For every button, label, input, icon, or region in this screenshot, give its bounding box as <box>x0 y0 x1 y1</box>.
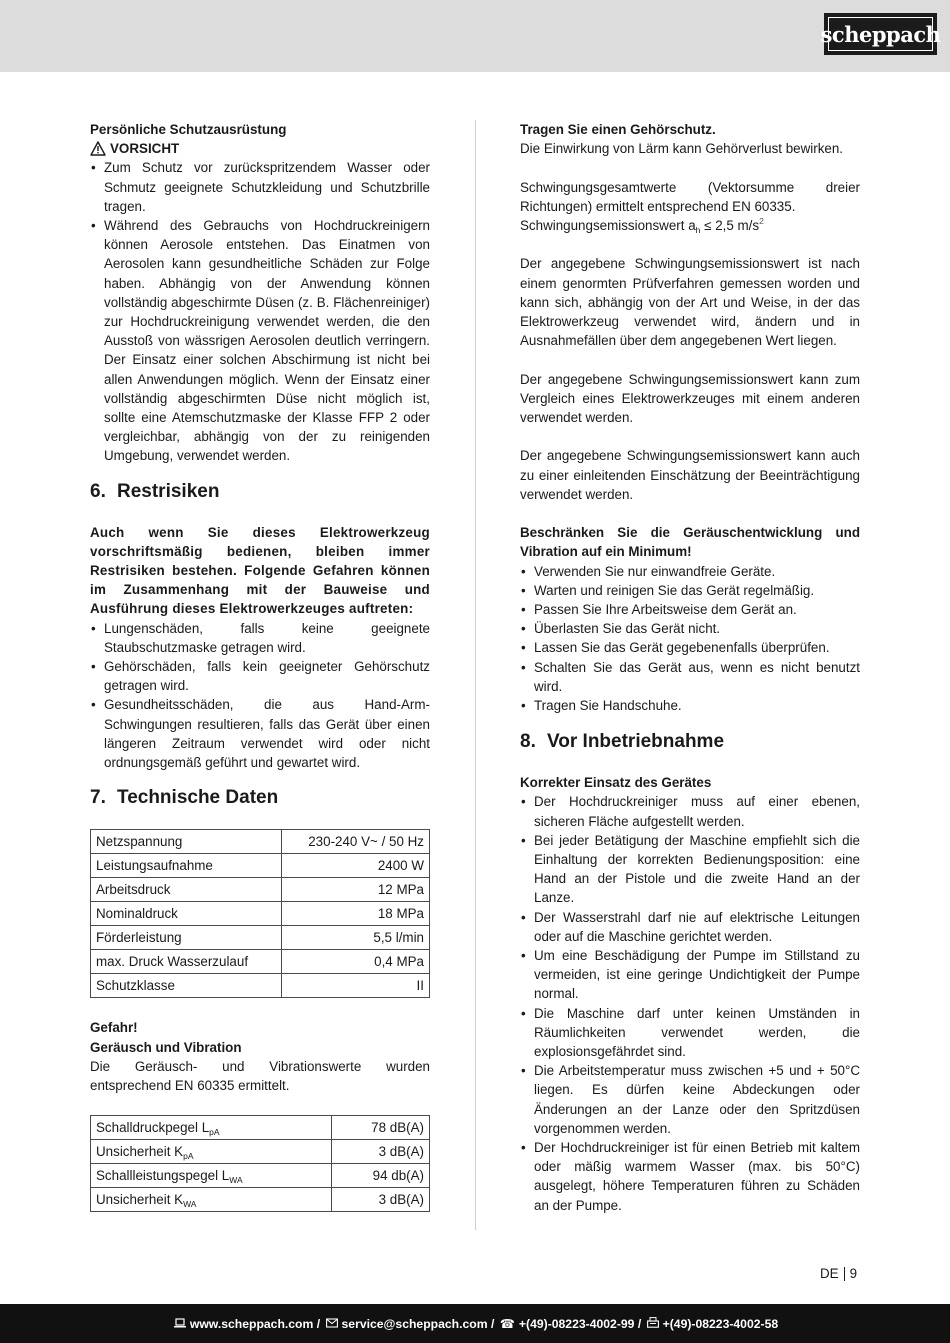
vib-sup: 2 <box>759 216 764 226</box>
table-row <box>91 1164 430 1188</box>
noise-label-sub: pA <box>209 1127 220 1137</box>
spec-label: max. Druck Wasserzulauf <box>91 950 282 974</box>
phone-icon: ☎ <box>499 1316 515 1331</box>
section-number: 7. <box>90 787 106 809</box>
footer-sep: / <box>637 1316 642 1331</box>
noise-value: 94 db(A) <box>332 1164 430 1188</box>
table-row <box>91 950 430 974</box>
section-6-heading <box>90 481 430 503</box>
footer-email-link[interactable]: service@scheppach.com <box>341 1316 488 1331</box>
section-7-heading <box>90 787 430 809</box>
section-title: Restrisiken <box>117 480 220 502</box>
vibration-paragraph: Der angegebene Schwingungsemissionswert kann auch zu einer einleitenden Einschätzung der Beeinträchtigung verwendet werden. <box>520 448 860 502</box>
list-item: • Bei jeder Betätigung der Maschine empfiehlt sich die Einhaltung der korrekten Bedienungsposition: eine Hand an der Pistole und die zweite Hand an der Lanze. <box>520 831 860 908</box>
hearing-title: Tragen Sie einen Gehörschutz. <box>520 122 716 137</box>
vib-sub: h <box>695 225 701 235</box>
section-title: Vor Inbetriebnahme <box>547 731 725 753</box>
list-item: • Der Wasserstrahl darf nie auf elektrische Leitungen oder auf die Maschine gerichtet werden. <box>520 908 860 946</box>
list-item: • Der Hochdruckreiniger ist für einen Betrieb mit kaltem oder mäßig warmem Wasser (max. bis 50°C) ausgelegt, höhere Temperaturen führen zu Schäden an der Pumpe. <box>520 1138 860 1215</box>
list-item: • Warten und reinigen Sie das Gerät regelmäßig. <box>520 581 860 600</box>
page-header <box>0 0 950 72</box>
spec-label: Nominaldruck <box>91 902 282 926</box>
table-row <box>91 974 430 998</box>
section-number: 6. <box>90 480 106 502</box>
spec-value: 12 MPa <box>281 878 429 902</box>
table-row <box>91 1116 430 1140</box>
spec-value: 18 MPa <box>281 902 429 926</box>
list-item: • Der Hochdruckreiniger muss auf einer ebenen, sicheren Fläche aufgestellt werden. <box>520 792 860 830</box>
right-column <box>520 120 860 1215</box>
noise-label <box>91 1116 332 1140</box>
section-8-heading <box>520 731 860 753</box>
list-item: • Passen Sie Ihre Arbeitsweise dem Gerät an. <box>520 600 860 619</box>
list-item: • Um eine Beschädigung der Pumpe im Stillstand zu vermeiden, ist eine geringe Undichtigkeit der Pumpe normal. <box>520 946 860 1004</box>
laptop-icon <box>174 1317 186 1331</box>
use-list <box>520 792 860 1214</box>
limit-title: Beschränken Sie die Geräuschentwicklung und Vibration auf ein Minimum! <box>520 525 860 560</box>
caution-line <box>90 139 430 158</box>
table-row <box>91 902 430 926</box>
noise-label-text: Unsicherheit K <box>96 1144 184 1159</box>
noise-label <box>91 1164 332 1188</box>
noise-label-text: Schallleistungspegel L <box>96 1168 230 1183</box>
spec-label: Netzspannung <box>91 830 282 854</box>
caution-label: VORSICHT <box>110 141 180 157</box>
spec-value: II <box>281 974 429 998</box>
hearing-text: Die Einwirkung von Lärm kann Gehörverlust bewirken. <box>520 141 844 157</box>
noise-table <box>90 1115 430 1212</box>
page-lang: DE <box>820 1266 839 1281</box>
noise-label-sub: WA <box>229 1175 243 1185</box>
section-title: Technische Daten <box>117 787 279 809</box>
footer-web-link[interactable]: www.scheppach.com <box>189 1316 314 1331</box>
noise-label <box>91 1140 332 1164</box>
danger-label: Gefahr! <box>90 1020 138 1036</box>
list-item: • Gesundheitsschäden, die aus Hand-Arm- Schwingungen resultieren, falls das Gerät über einen längeren Zeitraum verwendet wird oder nicht ordnungsgemäß geführt und gewartet wird. <box>90 695 430 772</box>
table-row <box>91 830 430 854</box>
spec-value: 0,4 MPa <box>281 950 429 974</box>
footer-phone: +(49)-08223-4002-99 <box>518 1316 635 1331</box>
vibration-paragraph: Der angegebene Schwingungsemissionswert ist nach einem genormten Prüfverfahren gemessen worden und kann sich, abhängig von der Art und Weise, in der das Elektrowerkzeug verwendet wird, ändern und in Ausnahmefällen über dem angegebenen Wert liegen. <box>520 256 860 349</box>
vibration-emission-value <box>520 216 860 235</box>
page-number-separator <box>844 1267 845 1281</box>
left-column <box>90 120 430 1212</box>
footer-sep: / <box>316 1316 321 1331</box>
table-row <box>91 854 430 878</box>
risks-list <box>90 619 430 773</box>
table-row <box>91 878 430 902</box>
column-divider <box>475 120 476 1230</box>
noise-label-sub: WA <box>183 1199 197 1209</box>
list-item: • Die Arbeitstemperatur muss zwischen +5 und + 50°C liegen. Es dürfen keine Abdeckungen oder Änderungen an der Lanze oder den Spritzdüsen vorgenommen werden. <box>520 1061 860 1138</box>
table-row <box>91 1140 430 1164</box>
table-row <box>91 1188 430 1212</box>
spec-value: 230-240 V~ / 50 Hz <box>281 830 429 854</box>
ppe-title: Persönliche Schutzausrüstung <box>90 122 287 137</box>
noise-value: 78 dB(A) <box>332 1116 430 1140</box>
spec-label: Schutzklasse <box>91 974 282 998</box>
spec-label: Förderleistung <box>91 926 282 950</box>
technical-data-table <box>90 829 430 998</box>
page-number-value: 9 <box>849 1266 858 1281</box>
table-row <box>91 926 430 950</box>
section-number: 8. <box>520 731 536 753</box>
vibration-paragraph: Der angegebene Schwingungsemissionswert kann zum Vergleich eines Elektrowerkzeuges mit einem anderen verwendet werden. <box>520 371 860 425</box>
noise-label-text: Schalldruckpegel L <box>96 1120 210 1135</box>
limit-list <box>520 562 860 716</box>
list-item: • Tragen Sie Handschuhe. <box>520 696 860 715</box>
noise-label-sub: pA <box>183 1151 194 1161</box>
list-item: • Schalten Sie das Gerät aus, wenn es nicht benutzt wird. <box>520 658 860 696</box>
list-item: • Überlasten Sie das Gerät nicht. <box>520 619 860 638</box>
footer-sep: / <box>490 1316 495 1331</box>
brand-logo <box>820 13 941 55</box>
noise-value: 3 dB(A) <box>332 1188 430 1212</box>
list-item: • Lungenschäden, falls keine geeignete Staubschutzmaske getragen wird. <box>90 619 430 657</box>
spec-label: Arbeitsdruck <box>91 878 282 902</box>
brand-logo-text: scheppach <box>820 21 941 47</box>
page-footer <box>0 1304 950 1343</box>
email-icon <box>326 1317 338 1331</box>
warning-triangle-icon <box>90 141 106 156</box>
ppe-list <box>90 158 430 465</box>
risks-intro: Auch wenn Sie dieses Elektrowerkzeug vorschriftsmäßig bedienen, bleiben immer Restrisiken bestehen. Folgende Gefahren können im Zusammenhang mit der Bauweise und Ausführung dieses Elektrowerkzeuges auftreten: <box>90 524 430 617</box>
list-item: • Lassen Sie das Gerät gegebenenfalls überprüfen. <box>520 638 860 657</box>
fax-icon <box>647 1317 659 1331</box>
vib-label: Schwingungsemissionswert a <box>520 218 696 233</box>
noise-title: Geräusch und Vibration <box>90 1039 242 1055</box>
spec-value: 2400 W <box>281 854 429 878</box>
list-item: • Gehörschäden, falls kein geeigneter Gehörschutz getragen wird. <box>90 657 430 695</box>
list-item: • Zum Schutz vor zurückspritzendem Wasser oder Schmutz geeignete Schutzkleidung und Schutzbrille tragen. <box>90 158 430 216</box>
page-number <box>820 1266 857 1281</box>
list-item: • Verwenden Sie nur einwandfreie Geräte. <box>520 562 860 581</box>
vibration-total-text: Schwingungsgesamtwerte (Vektorsumme dreier Richtungen) ermittelt entsprechend EN 60335. <box>520 179 860 214</box>
noise-text: Die Geräusch- und Vibrationswerte wurden entsprechend EN 60335 ermittelt. <box>90 1058 430 1093</box>
use-title: Korrekter Einsatz des Gerätes <box>520 775 712 791</box>
list-item: • Die Maschine darf unter keinen Umständen in Räumlichkeiten verwendet werden, die explosionsgefährdet sind. <box>520 1004 860 1062</box>
noise-value: 3 dB(A) <box>332 1140 430 1164</box>
spec-value: 5,5 l/min <box>281 926 429 950</box>
spec-label: Leistungsaufnahme <box>91 854 282 878</box>
vib-value: ≤ 2,5 m/s <box>704 218 760 233</box>
footer-fax: +(49)-08223-4002-58 <box>662 1316 779 1331</box>
noise-label <box>91 1188 332 1212</box>
list-item: • Während des Gebrauchs von Hochdruckreinigern können Aerosole entstehen. Das Einatmen von Aerosolen kann gesundheitliche Schäden zur Folge haben. Abhängig von der Anwendung können vollständig abgeschirmte Düsen (z. B. Flächenreiniger) zur Hochdruckreinigung verwendet werden, die den Ausstoß von wässrigen Aerosolen deutlich verringern. Der Einsatz einer solchen Abschirmung ist nicht bei allen Anwendungen möglich. Wenn der Einsatz einer vollständig abgeschirmten Düse nicht möglich ist, sollte eine Atemschutzmaske der Klasse FFP 2 oder vergleichbar, abhängig von der zu reinigenden Umgebung, verwendet werden. <box>90 216 430 466</box>
noise-label-text: Unsicherheit K <box>96 1192 184 1207</box>
